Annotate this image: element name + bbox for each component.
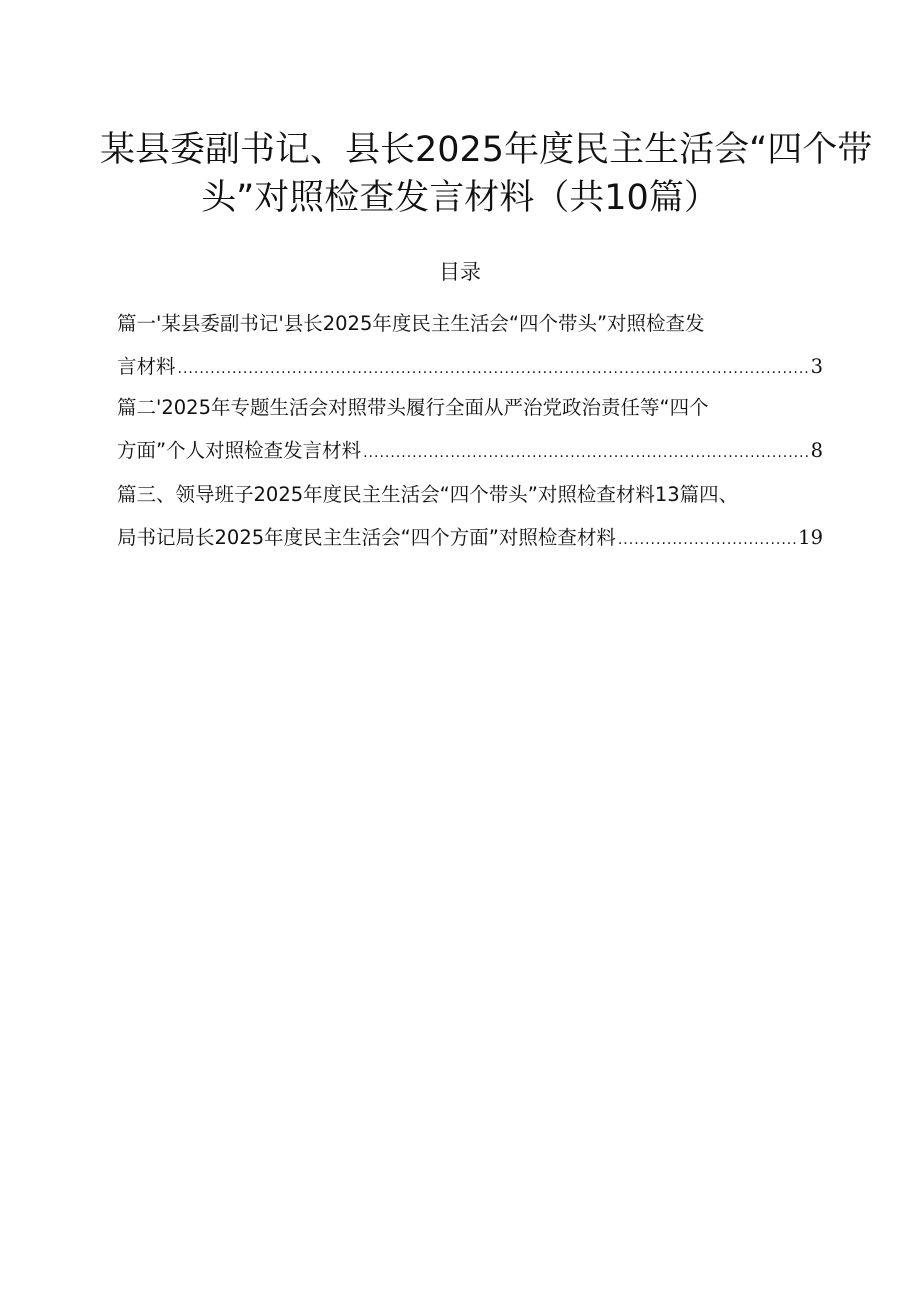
- toc-entry-text: 篇一'某县委副书记'县长2025年度民主生活会“四个带头”对照检查发: [117, 312, 705, 335]
- document-title-line-2: 头”对照检查发言材料（共10篇）: [201, 178, 719, 218]
- toc-entry-text: 言材料: [117, 355, 176, 378]
- toc-entry-text: 局书记局长2025年度民主生活会“四个方面”对照检查材料: [117, 526, 616, 549]
- toc-entry-1-line-1[interactable]: [117, 305, 823, 343]
- toc-entry-text: 方面”个人对照检查发言材料: [117, 439, 362, 462]
- toc-entry-text: 篇二'2025年专题生活会对照带头履行全面从严治党政治责任等“四个: [117, 396, 709, 419]
- toc-entry-2-line-1[interactable]: [117, 389, 823, 427]
- toc-heading: 目录: [439, 260, 481, 284]
- toc-page-number: 8: [810, 439, 823, 462]
- toc-leader-dots: [618, 521, 796, 559]
- toc-entry-3-line-2[interactable]: [117, 519, 823, 559]
- toc-entry-1-line-2[interactable]: [117, 348, 823, 388]
- toc-entry-text: 篇三、领导班子2025年度民主生活会“四个带头”对照检查材料13篇四、: [117, 483, 739, 506]
- toc-leader-dots: [178, 350, 809, 388]
- toc-entry-2-line-2[interactable]: [117, 432, 823, 472]
- toc-entry-3-line-1[interactable]: [117, 476, 823, 514]
- document-title-line-1: 某县委副书记、县长2025年度民主生活会“四个带: [100, 130, 873, 170]
- toc-page-number: 3: [810, 355, 823, 378]
- toc-leader-dots: [363, 434, 808, 472]
- toc-page-number: 19: [798, 526, 823, 549]
